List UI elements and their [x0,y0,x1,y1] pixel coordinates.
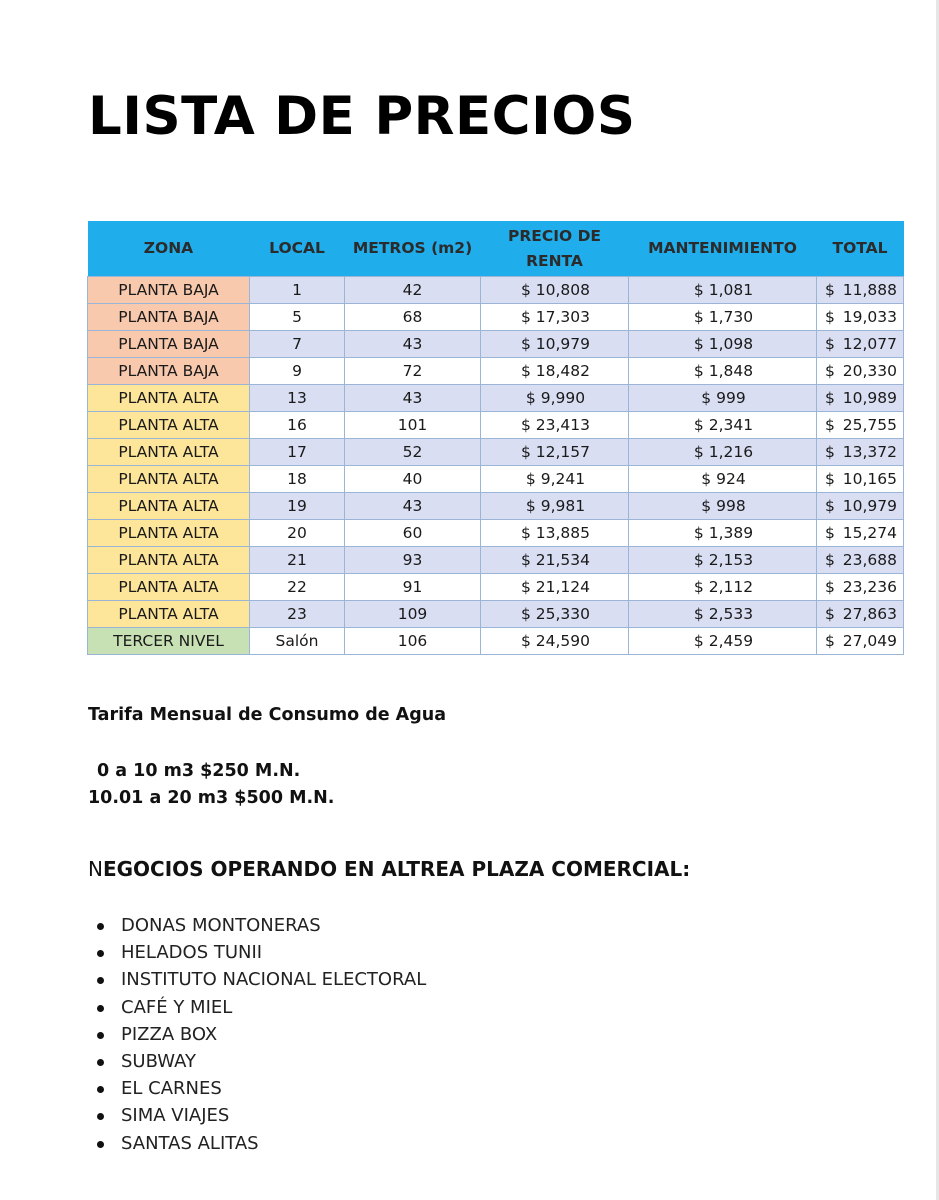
table-row [88,304,904,331]
cell-zona: PLANTA ALTA [88,601,250,628]
cell-precio-renta [481,574,629,601]
amount: 15,274 [842,524,897,542]
table-row [88,520,904,547]
amount: 924 [716,470,746,488]
cell-local: 1 [250,277,345,304]
currency-symbol: $ [825,443,835,461]
bullet-icon [97,1141,104,1148]
amount: 9,981 [540,497,586,515]
cell-mantenimiento [629,331,817,358]
cell-metros: 109 [345,601,481,628]
currency-symbol: $ [520,578,531,596]
cell-zona: PLANTA ALTA [88,547,250,574]
table-header-row [88,221,904,277]
table-row [88,331,904,358]
cell-local: 23 [250,601,345,628]
currency-symbol: $ [520,281,531,299]
cell-total [817,574,904,601]
cell-precio-renta [481,358,629,385]
cell-local: 7 [250,331,345,358]
bullet-icon [97,1086,104,1093]
amount: 1,098 [708,335,754,353]
currency-symbol: $ [825,578,835,596]
amount: 12,157 [535,443,591,461]
amount: 27,863 [842,605,897,623]
amount: 999 [716,389,746,407]
table-row [88,547,904,574]
cell-zona: PLANTA BAJA [88,304,250,331]
list-item [88,966,426,993]
currency-symbol: $ [701,470,712,488]
header-zona: ZONA [88,221,250,277]
currency-symbol: $ [520,308,531,326]
cell-metros: 40 [345,466,481,493]
currency-symbol: $ [825,389,835,407]
bullet-icon [97,923,104,930]
cell-mantenimiento [629,601,817,628]
cell-metros: 52 [345,439,481,466]
cell-precio-renta [481,277,629,304]
cell-zona: PLANTA BAJA [88,358,250,385]
currency-symbol: $ [825,416,835,434]
table-row [88,628,904,655]
page-title: LISTA DE PRECIOS [88,86,636,147]
business-name: PIZZA BOX [121,1023,218,1045]
currency-symbol: $ [825,281,835,299]
cell-zona: PLANTA BAJA [88,277,250,304]
amount: 19,033 [842,308,897,326]
business-name: DONAS MONTONERAS [121,915,321,936]
amount: 27,049 [842,632,897,650]
bullet-icon [97,950,104,957]
price-table [87,221,904,655]
currency-symbol: $ [693,578,704,596]
amount: 2,459 [708,632,754,650]
water-tariff-line: 0 a 10 m3 $250 M.N. [97,761,301,781]
amount: 1,389 [708,524,754,542]
currency-symbol: $ [520,416,531,434]
currency-symbol: $ [825,362,835,380]
amount: 23,236 [842,578,897,596]
business-name: SIMA VIAJES [121,1105,230,1127]
cell-metros: 91 [345,574,481,601]
currency-symbol: $ [693,524,704,542]
table-row [88,601,904,628]
cell-local: 13 [250,385,345,412]
currency-symbol: $ [825,551,835,569]
amount: 25,755 [842,416,897,434]
amount: 10,989 [842,389,897,407]
currency-symbol: $ [693,362,704,380]
cell-local: 5 [250,304,345,331]
amount: 18,482 [535,362,591,380]
currency-symbol: $ [520,632,531,650]
cell-mantenimiento [629,520,817,547]
header-mantenimiento: MANTENIMIENTO [629,221,817,277]
cell-total [817,601,904,628]
bullet-icon [97,1059,104,1066]
cell-precio-renta [481,385,629,412]
amount: 21,124 [535,578,591,596]
cell-zona: PLANTA ALTA [88,493,250,520]
cell-total [817,385,904,412]
amount: 17,303 [535,308,591,326]
amount: 13,372 [842,443,897,461]
amount: 25,330 [535,605,591,623]
cell-total [817,439,904,466]
list-item [88,1075,426,1102]
cell-total [817,358,904,385]
bullet-icon [97,1005,104,1012]
amount: 10,165 [842,470,897,488]
amount: 11,888 [842,281,897,299]
amount: 23,688 [842,551,897,569]
currency-symbol: $ [825,470,835,488]
currency-symbol: $ [520,443,531,461]
cell-metros: 101 [345,412,481,439]
currency-symbol: $ [520,605,531,623]
amount: 1,216 [708,443,754,461]
cell-total [817,412,904,439]
cell-metros: 60 [345,520,481,547]
amount: 9,241 [540,470,586,488]
cell-precio-renta [481,466,629,493]
cell-precio-renta [481,628,629,655]
cell-mantenimiento [629,304,817,331]
list-item [88,994,426,1021]
currency-symbol: $ [525,470,536,488]
amount: 1,848 [708,362,754,380]
business-name: INSTITUTO NACIONAL ELECTORAL [121,969,427,991]
currency-symbol: $ [693,551,704,569]
table-row [88,439,904,466]
businesses-title-initial: N [88,857,103,881]
cell-local: 9 [250,358,345,385]
currency-symbol: $ [693,605,704,623]
cell-local: 22 [250,574,345,601]
amount: 1,081 [708,281,754,299]
table-row [88,277,904,304]
currency-symbol: $ [693,335,704,353]
bullet-icon [97,1113,104,1120]
cell-zona: PLANTA ALTA [88,574,250,601]
currency-symbol: $ [693,443,704,461]
header-precio-renta: PRECIO DE RENTA [481,221,629,277]
table-row [88,412,904,439]
cell-zona: PLANTA ALTA [88,466,250,493]
header-local: LOCAL [250,221,345,277]
currency-symbol: $ [520,551,531,569]
cell-precio-renta [481,493,629,520]
cell-metros: 43 [345,385,481,412]
cell-total [817,304,904,331]
cell-zona: TERCER NIVEL [88,628,250,655]
business-name: HELADOS TUNII [121,942,263,964]
header-total: TOTAL [817,221,904,277]
cell-total [817,493,904,520]
table-row [88,358,904,385]
cell-mantenimiento [629,628,817,655]
cell-local: Salón [250,628,345,655]
currency-symbol: $ [520,524,531,542]
cell-local: 21 [250,547,345,574]
cell-metros: 43 [345,331,481,358]
cell-metros: 42 [345,277,481,304]
cell-metros: 93 [345,547,481,574]
bullet-icon [97,1032,104,1039]
cell-mantenimiento [629,358,817,385]
cell-local: 18 [250,466,345,493]
cell-mantenimiento [629,277,817,304]
currency-symbol: $ [825,335,835,353]
cell-mantenimiento [629,385,817,412]
currency-symbol: $ [520,335,531,353]
currency-symbol: $ [693,281,704,299]
currency-symbol: $ [701,389,712,407]
currency-symbol: $ [825,605,835,623]
business-name: SUBWAY [121,1050,197,1072]
cell-local: 16 [250,412,345,439]
cell-mantenimiento [629,439,817,466]
amount: 1,730 [708,308,754,326]
cell-zona: PLANTA BAJA [88,331,250,358]
list-item [88,1102,426,1129]
list-item [88,912,426,939]
cell-local: 19 [250,493,345,520]
amount: 2,341 [708,416,754,434]
water-tariff-title: Tarifa Mensual de Consumo de Agua [88,705,447,725]
business-name: CAFÉ Y MIEL [121,996,233,1018]
currency-symbol: $ [701,497,712,515]
amount: 2,112 [708,578,754,596]
cell-precio-renta [481,304,629,331]
cell-mantenimiento [629,547,817,574]
cell-zona: PLANTA ALTA [88,520,250,547]
amount: 2,533 [708,605,754,623]
currency-symbol: $ [825,308,835,326]
currency-symbol: $ [520,362,531,380]
table-row [88,385,904,412]
amount: 998 [716,497,746,515]
amount: 10,808 [535,281,591,299]
cell-precio-renta [481,547,629,574]
business-name: EL CARNES [121,1078,222,1100]
currency-symbol: $ [525,497,536,515]
businesses-title [88,857,690,881]
currency-symbol: $ [693,416,704,434]
businesses-list [88,912,426,1157]
currency-symbol: $ [693,632,704,650]
cell-zona: PLANTA ALTA [88,439,250,466]
cell-mantenimiento [629,574,817,601]
list-item [88,1048,426,1075]
bullet-icon [97,977,104,984]
currency-symbol: $ [825,632,835,650]
cell-precio-renta [481,520,629,547]
cell-total [817,520,904,547]
cell-total [817,547,904,574]
amount: 20,330 [842,362,897,380]
cell-local: 20 [250,520,345,547]
table-body [88,277,904,655]
table-row [88,493,904,520]
amount: 10,979 [842,497,897,515]
cell-total [817,466,904,493]
cell-zona: PLANTA ALTA [88,412,250,439]
currency-symbol: $ [825,497,835,515]
cell-total [817,628,904,655]
water-tariff-line: 10.01 a 20 m3 $500 M.N. [88,788,335,808]
cell-mantenimiento [629,493,817,520]
amount: 13,885 [535,524,591,542]
business-name: SANTAS ALITAS [121,1132,259,1154]
cell-precio-renta [481,439,629,466]
cell-local: 17 [250,439,345,466]
cell-metros: 72 [345,358,481,385]
amount: 12,077 [842,335,897,353]
cell-metros: 106 [345,628,481,655]
cell-metros: 68 [345,304,481,331]
currency-symbol: $ [693,308,704,326]
businesses-title-rest: EGOCIOS OPERANDO EN ALTREA PLAZA COMERCIAL: [102,857,691,881]
list-item [88,1130,426,1157]
list-item [88,939,426,966]
amount: 9,990 [540,389,586,407]
amount: 2,153 [708,551,754,569]
amount: 24,590 [535,632,591,650]
currency-symbol: $ [525,389,536,407]
header-metros: METROS (m2) [345,221,481,277]
cell-mantenimiento [629,412,817,439]
cell-zona: PLANTA ALTA [88,385,250,412]
currency-symbol: $ [825,524,835,542]
table-row [88,466,904,493]
cell-precio-renta [481,331,629,358]
cell-metros: 43 [345,493,481,520]
cell-mantenimiento [629,466,817,493]
cell-total [817,277,904,304]
cell-total [817,331,904,358]
amount: 23,413 [535,416,591,434]
cell-precio-renta [481,601,629,628]
amount: 21,534 [535,551,591,569]
cell-precio-renta [481,412,629,439]
list-item [88,1021,426,1048]
amount: 10,979 [535,335,591,353]
table-row [88,574,904,601]
